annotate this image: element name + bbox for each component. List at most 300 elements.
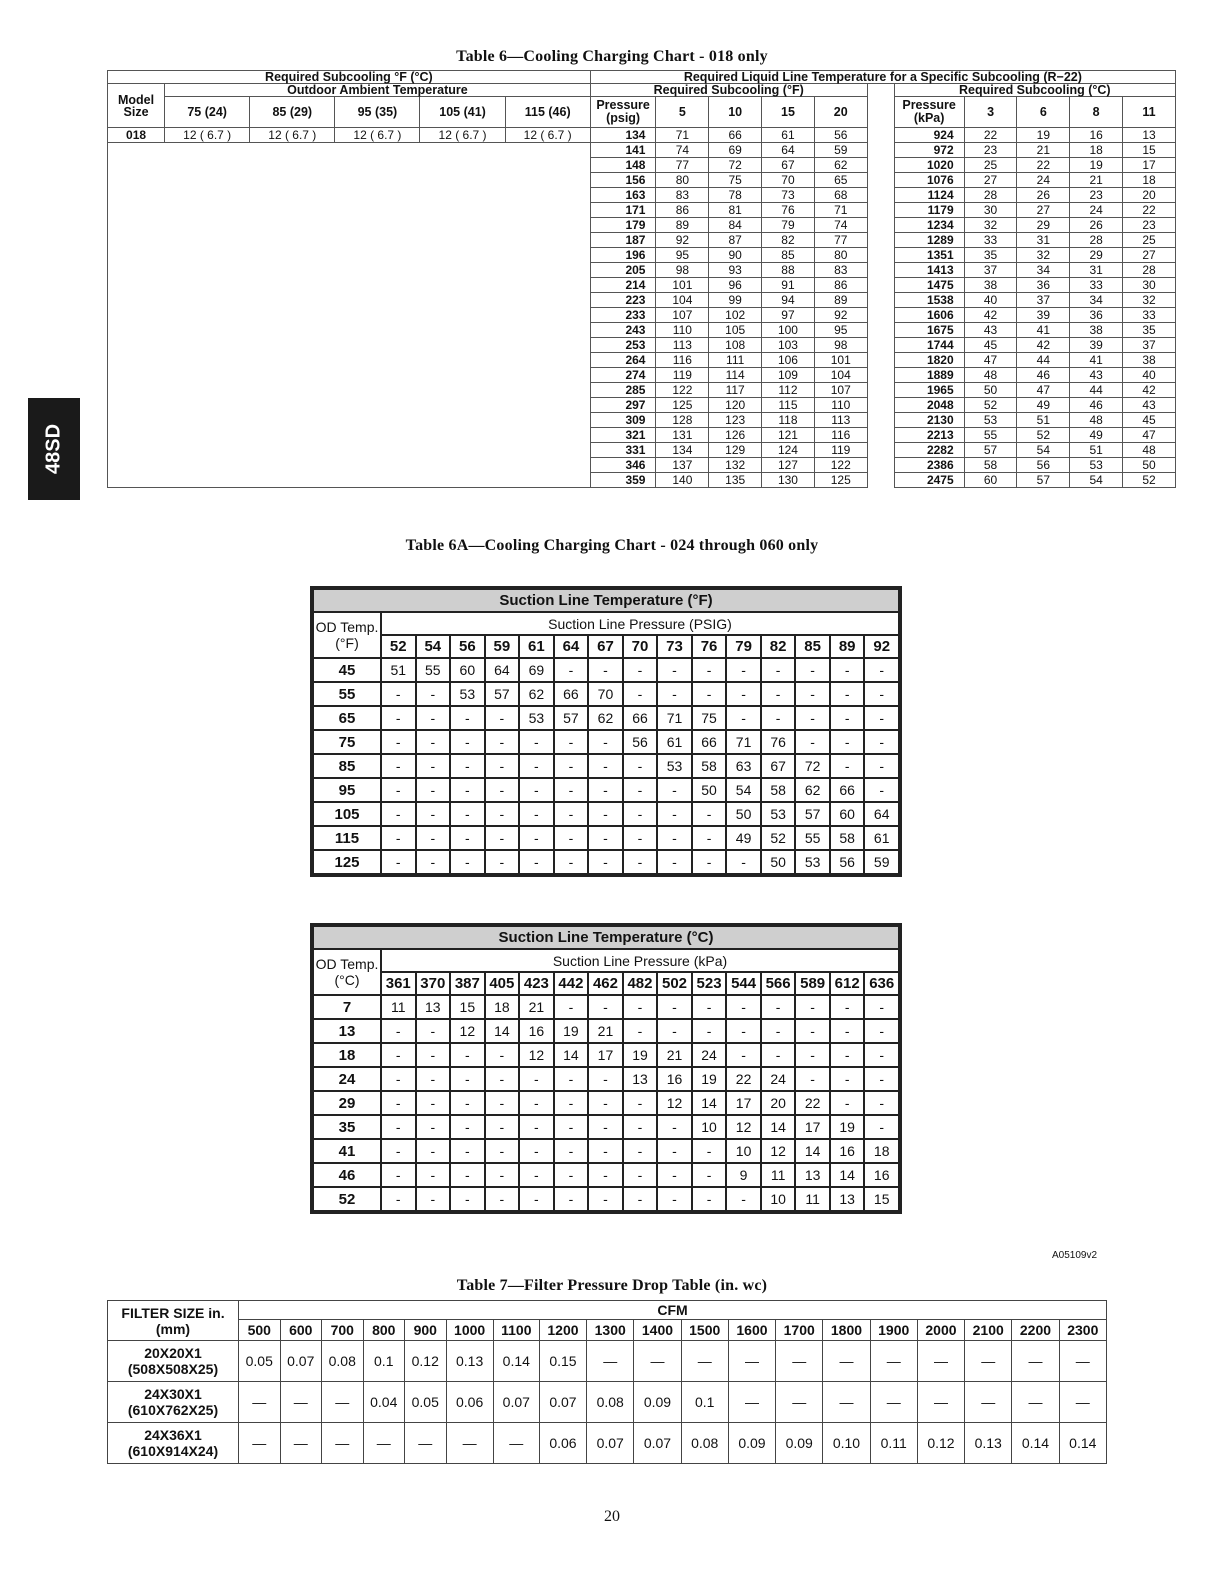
suction-f-temp-value: - [657, 802, 692, 826]
cfm-col: 500 [239, 1320, 281, 1341]
suction-f-temp-value: - [519, 730, 554, 754]
pressure-kpa: 1289 [894, 233, 964, 248]
pressure-drop-value: 0.09 [728, 1423, 775, 1464]
suction-c-temp-value: 13 [623, 1067, 658, 1091]
temp-value: 95 [814, 323, 867, 338]
temp-value: 26 [1070, 218, 1123, 233]
temp-value: 19 [1017, 128, 1070, 143]
suction-f-temp-value: - [416, 850, 451, 874]
f-col-2: 15 [762, 97, 815, 128]
suction-f-temp-value: - [381, 850, 416, 874]
suction-f-temp-value: 51 [381, 658, 416, 682]
filter-row [108, 1341, 1107, 1382]
suction-f-temp-value: - [588, 730, 623, 754]
suction-c-temp-value: - [450, 1115, 485, 1139]
suction-f-temp-value: - [864, 730, 899, 754]
gap-cell [867, 233, 894, 248]
temp-value: 37 [964, 263, 1017, 278]
suction-c-od-unit: (°C) [334, 972, 360, 988]
temp-value: 118 [762, 413, 815, 428]
temp-value: 98 [814, 338, 867, 353]
pressure-psig: 285 [590, 383, 656, 398]
suction-c-temp-value: - [381, 1019, 416, 1043]
suction-c-temp-value: 14 [692, 1091, 727, 1115]
filter-size-mm: (508X508X25) [127, 1361, 219, 1377]
suction-f-od-value: 115 [313, 826, 381, 850]
pressure-kpa: 1675 [894, 323, 964, 338]
suction-f-header: Suction Line Temperature (°F) [313, 589, 899, 612]
suction-f-temp-value: 61 [864, 826, 899, 850]
suction-c-pressure-col: 405 [485, 972, 520, 995]
suction-c-temp-value: - [692, 1139, 727, 1163]
suction-c-temp-value: 22 [795, 1091, 830, 1115]
suction-c-temp-value: 14 [761, 1115, 796, 1139]
suction-f-temp-value: - [416, 826, 451, 850]
pressure-kpa: 1234 [894, 218, 964, 233]
temp-value: 32 [964, 218, 1017, 233]
suction-f-temp-value: - [830, 730, 865, 754]
temp-value: 92 [656, 233, 709, 248]
temp-value: 22 [1123, 203, 1176, 218]
suction-f-temp-value: - [588, 754, 623, 778]
cfm-col: 2300 [1059, 1320, 1106, 1341]
pressure-drop-value: 0.07 [493, 1382, 539, 1423]
suction-c-temp-value: - [726, 1043, 761, 1067]
pressure-drop-value: 0.1 [681, 1382, 728, 1423]
temp-value: 35 [1123, 323, 1176, 338]
suction-f-temp-value: 50 [692, 778, 727, 802]
table6-title: Table 6—Cooling Charging Chart - 018 only [456, 48, 768, 65]
suction-f-temp-value: 76 [761, 730, 796, 754]
temp-value: 29 [1017, 218, 1070, 233]
pressure-drop-value: 0.07 [539, 1382, 586, 1423]
filter-size [108, 1382, 239, 1423]
pressure-drop-value: — [363, 1423, 405, 1464]
pressure-kpa: 1889 [894, 368, 964, 383]
pressure-drop-value: — [870, 1382, 917, 1423]
ambient-col-1: 85 (29) [250, 97, 335, 128]
suction-c-od-value: 13 [313, 1019, 381, 1043]
suction-f-temp-value: 53 [657, 754, 692, 778]
temp-value: 117 [709, 383, 762, 398]
temp-value: 22 [964, 128, 1017, 143]
suction-f-temp-value: - [657, 778, 692, 802]
cfm-col: 1500 [681, 1320, 728, 1341]
suction-c-temp-value: - [726, 1019, 761, 1043]
temp-value: 89 [656, 218, 709, 233]
pressure-drop-value: — [1012, 1382, 1059, 1423]
suction-f-pressure-col: 67 [588, 635, 623, 658]
suction-f-temp-value: 52 [761, 826, 796, 850]
suction-f-temp-value: 54 [726, 778, 761, 802]
suction-f-row [313, 802, 899, 826]
suction-f-temp-value: - [416, 682, 451, 706]
pressure-drop-value: — [446, 1423, 493, 1464]
suction-f-od-value: 75 [313, 730, 381, 754]
gap-cell [867, 353, 894, 368]
pressure-kpa-label: Pressure (kPa) [894, 97, 964, 128]
suction-c-temp-value: 17 [726, 1091, 761, 1115]
suction-f-od-value: 105 [313, 802, 381, 826]
suction-f-temp-value: - [450, 730, 485, 754]
pressure-psig: 214 [590, 278, 656, 293]
gap-cell [867, 338, 894, 353]
suction-f-temp-value: - [864, 682, 899, 706]
suction-f-od-unit: (°F) [335, 635, 359, 651]
suction-f-temp-value: - [588, 850, 623, 874]
suction-c-row [313, 1019, 899, 1043]
suction-c-temp-value: - [416, 1091, 451, 1115]
gap-cell [867, 128, 894, 143]
suction-f-temp-value: - [657, 850, 692, 874]
suction-c-temp-value: - [830, 1019, 865, 1043]
suction-f-temp-value: 63 [726, 754, 761, 778]
suction-c-temp-value: 16 [657, 1067, 692, 1091]
cfm-col: 1700 [776, 1320, 823, 1341]
temp-value: 116 [814, 428, 867, 443]
suction-f-temp-value: - [554, 730, 589, 754]
suction-f-pressure-col: 52 [381, 635, 416, 658]
temp-value: 62 [814, 158, 867, 173]
suction-f-temp-value: 60 [450, 658, 485, 682]
temp-value: 126 [709, 428, 762, 443]
temp-value: 44 [1070, 383, 1123, 398]
suction-f-temp-value: - [726, 682, 761, 706]
temp-value: 19 [1070, 158, 1123, 173]
pressure-drop-value: 0.09 [634, 1382, 681, 1423]
suction-c-temp-value: 10 [692, 1115, 727, 1139]
suction-c-temp-value: 13 [830, 1187, 865, 1211]
temp-value: 40 [1123, 368, 1176, 383]
suction-f-row [313, 706, 899, 730]
gap-cell [867, 413, 894, 428]
pressure-psig: 223 [590, 293, 656, 308]
temp-value: 27 [1123, 248, 1176, 263]
temp-value: 98 [656, 263, 709, 278]
suction-c-od-value: 29 [313, 1091, 381, 1115]
suction-c-temp-value: - [519, 1091, 554, 1115]
suction-c-pressure-col: 502 [657, 972, 692, 995]
temp-value: 74 [814, 218, 867, 233]
pressure-drop-value: 0.15 [539, 1341, 586, 1382]
gap-cell [867, 263, 894, 278]
suction-f-temp-value: - [554, 658, 589, 682]
pressure-psig: 346 [590, 458, 656, 473]
pressure-drop-value: 0.04 [363, 1382, 405, 1423]
temp-value: 125 [656, 398, 709, 413]
suction-c-pressure-col: 523 [692, 972, 727, 995]
suction-c-temp-value: 12 [726, 1115, 761, 1139]
suction-f-temp-value: - [623, 658, 658, 682]
suction-f-temp-value: 66 [623, 706, 658, 730]
suction-f-pressure-col: 82 [761, 635, 796, 658]
temp-value: 28 [964, 188, 1017, 203]
pressure-kpa: 1124 [894, 188, 964, 203]
page-number: 20 [604, 1508, 620, 1525]
suction-c-temp-value: - [416, 1067, 451, 1091]
pressure-drop-value: — [280, 1382, 322, 1423]
suction-c-temp-value: 11 [795, 1187, 830, 1211]
suction-temp-f-grid [310, 586, 902, 877]
temp-value: 13 [1123, 128, 1176, 143]
temp-value: 86 [656, 203, 709, 218]
suction-f-temp-value: 64 [485, 658, 520, 682]
suction-f-temp-value: - [795, 706, 830, 730]
temp-value: 83 [814, 263, 867, 278]
suction-f-temp-value: - [381, 754, 416, 778]
cfm-col: 2100 [965, 1320, 1012, 1341]
temp-value: 31 [1070, 263, 1123, 278]
suction-c-temp-value: 16 [830, 1139, 865, 1163]
cfm-col: 1400 [634, 1320, 681, 1341]
temp-value: 113 [656, 338, 709, 353]
temp-value: 101 [656, 278, 709, 293]
pressure-drop-value: — [823, 1341, 870, 1382]
filter-size-mm: (610X914X24) [127, 1443, 219, 1459]
suction-f-temp-value: 66 [554, 682, 589, 706]
suction-f-pressure-label: Suction Line Pressure (PSIG) [381, 612, 899, 635]
temp-value: 66 [709, 128, 762, 143]
suction-f-temp-value: - [381, 706, 416, 730]
suction-f-pressure-col: 64 [554, 635, 589, 658]
suction-c-temp-value: - [864, 1067, 899, 1091]
c-col-2: 8 [1070, 97, 1123, 128]
pressure-drop-value: 0.14 [1059, 1423, 1106, 1464]
temp-value: 91 [762, 278, 815, 293]
c-col-1: 6 [1017, 97, 1070, 128]
suction-c-od-value: 18 [313, 1043, 381, 1067]
temp-value: 39 [1070, 338, 1123, 353]
pressure-kpa: 2475 [894, 473, 964, 488]
pressure-drop-value: 0.06 [539, 1423, 586, 1464]
temp-value: 24 [1017, 173, 1070, 188]
gap-cell [867, 368, 894, 383]
suction-c-temp-value: 13 [795, 1163, 830, 1187]
suction-f-temp-value: - [761, 658, 796, 682]
suction-c-temp-value: 14 [795, 1139, 830, 1163]
temp-value: 45 [1123, 413, 1176, 428]
suction-f-temp-value: - [450, 850, 485, 874]
ambient-col-2: 95 (35) [335, 97, 420, 128]
suction-f-temp-value: - [864, 754, 899, 778]
temp-value: 30 [964, 203, 1017, 218]
table6a-title: Table 6A—Cooling Charging Chart - 024 through 060 only [405, 537, 819, 554]
temp-value: 38 [1070, 323, 1123, 338]
suction-c-temp-value: 22 [726, 1067, 761, 1091]
suction-c-temp-value: - [450, 1091, 485, 1115]
temp-value: 88 [762, 263, 815, 278]
temp-value: 92 [814, 308, 867, 323]
temp-value: 42 [964, 308, 1017, 323]
suction-c-temp-value: - [623, 1187, 658, 1211]
table7-title: Table 7—Filter Pressure Drop Table (in. wc) [456, 1277, 768, 1294]
suction-f-temp-value: - [864, 706, 899, 730]
pressure-drop-value: — [239, 1382, 281, 1423]
pressure-drop-value: — [917, 1341, 964, 1382]
temp-value: 45 [964, 338, 1017, 353]
temp-value: 99 [709, 293, 762, 308]
pressure-kpa: 2282 [894, 443, 964, 458]
suction-c-pressure-col: 423 [519, 972, 554, 995]
temp-value: 23 [964, 143, 1017, 158]
suction-f-temp-value: 69 [519, 658, 554, 682]
suction-f-temp-value: - [657, 658, 692, 682]
temp-value: 26 [1017, 188, 1070, 203]
gap-cell [867, 97, 894, 128]
temp-value: 67 [762, 158, 815, 173]
suction-c-temp-value: - [726, 995, 761, 1019]
suction-c-temp-value: - [381, 1091, 416, 1115]
outdoor-ambient-label: Outdoor Ambient Temperature [165, 84, 591, 97]
suction-f-temp-value: 58 [830, 826, 865, 850]
suction-f-temp-value: - [450, 706, 485, 730]
temp-value: 122 [814, 458, 867, 473]
suction-f-temp-value: 57 [554, 706, 589, 730]
suction-f-temp-value: - [761, 706, 796, 730]
suction-c-temp-value: - [588, 1115, 623, 1139]
temp-value: 48 [1123, 443, 1176, 458]
temp-value: 54 [1017, 443, 1070, 458]
gap-cell [867, 188, 894, 203]
suction-c-temp-value: - [450, 1187, 485, 1211]
temp-value: 130 [762, 473, 815, 488]
suction-c-temp-value: - [657, 995, 692, 1019]
gap-cell [867, 308, 894, 323]
temp-value: 51 [1070, 443, 1123, 458]
suction-f-od-value: 85 [313, 754, 381, 778]
temp-value: 18 [1123, 173, 1176, 188]
gap-cell [867, 323, 894, 338]
temp-value: 119 [656, 368, 709, 383]
filter-size-in: 24X36X1 [144, 1427, 202, 1443]
temp-value: 34 [1070, 293, 1123, 308]
temp-value: 74 [656, 143, 709, 158]
c-col-3: 11 [1123, 97, 1176, 128]
suction-c-temp-value: - [623, 995, 658, 1019]
suction-f-table [312, 588, 900, 875]
suction-c-temp-value: 21 [588, 1019, 623, 1043]
pressure-kpa: 2130 [894, 413, 964, 428]
suction-c-temp-value: 17 [588, 1043, 623, 1067]
suction-c-temp-value: - [623, 1115, 658, 1139]
pressure-drop-value: 0.07 [587, 1423, 634, 1464]
suction-c-temp-value: 16 [864, 1163, 899, 1187]
pressure-psig: 331 [590, 443, 656, 458]
suction-c-row [313, 1115, 899, 1139]
pressure-psig-label: Pressure (psig) [590, 97, 656, 128]
temp-value: 36 [1070, 308, 1123, 323]
model-subcooling-value: 12 ( 6.7 ) [165, 128, 250, 143]
suction-f-temp-value: - [830, 658, 865, 682]
filter-row [108, 1423, 1107, 1464]
temp-value: 38 [1123, 353, 1176, 368]
temp-value: 16 [1070, 128, 1123, 143]
req-liquid-header: Required Liquid Line Temperature for a Specific Subcooling (R−22) [590, 71, 1175, 84]
suction-c-od-value: 35 [313, 1115, 381, 1139]
temp-value: 90 [709, 248, 762, 263]
suction-c-temp-value: - [830, 995, 865, 1019]
pressure-psig: 233 [590, 308, 656, 323]
pressure-kpa: 1538 [894, 293, 964, 308]
temp-value: 107 [656, 308, 709, 323]
temp-value: 70 [762, 173, 815, 188]
suction-f-od-value: 125 [313, 850, 381, 874]
temp-value: 65 [814, 173, 867, 188]
temp-value: 42 [1017, 338, 1070, 353]
suction-c-temp-value: - [416, 1163, 451, 1187]
pressure-kpa: 1965 [894, 383, 964, 398]
suction-c-od-value: 41 [313, 1139, 381, 1163]
temp-value: 30 [1123, 278, 1176, 293]
pressure-psig: 297 [590, 398, 656, 413]
pressure-kpa: 1606 [894, 308, 964, 323]
temp-value: 103 [762, 338, 815, 353]
temp-value: 37 [1017, 293, 1070, 308]
suction-c-temp-value: - [657, 1163, 692, 1187]
temp-value: 109 [762, 368, 815, 383]
req-subcooling-f-label: Required Subcooling (°F) [590, 84, 867, 97]
pressure-psig: 179 [590, 218, 656, 233]
temp-value: 79 [762, 218, 815, 233]
cfm-col: 1000 [446, 1320, 493, 1341]
suction-c-temp-value: - [416, 1139, 451, 1163]
suction-f-temp-value: - [692, 850, 727, 874]
suction-c-pressure-col: 387 [450, 972, 485, 995]
suction-c-temp-value: - [864, 995, 899, 1019]
gap-cell [867, 398, 894, 413]
suction-f-temp-value: - [416, 778, 451, 802]
suction-c-pressure-label: Suction Line Pressure (kPa) [381, 949, 899, 972]
temp-value: 38 [964, 278, 1017, 293]
c-col-0: 3 [964, 97, 1017, 128]
temp-value: 51 [1017, 413, 1070, 428]
pressure-drop-value: 0.06 [446, 1382, 493, 1423]
temp-value: 47 [1017, 383, 1070, 398]
gap-cell [867, 173, 894, 188]
temp-value: 56 [1017, 458, 1070, 473]
cfm-col: 1600 [728, 1320, 775, 1341]
temp-value: 82 [762, 233, 815, 248]
suction-c-temp-value: - [450, 1067, 485, 1091]
suction-f-pressure-col: 59 [485, 635, 520, 658]
pressure-psig: 134 [590, 128, 656, 143]
suction-c-temp-value: 21 [657, 1043, 692, 1067]
suction-c-temp-value: - [623, 1163, 658, 1187]
suction-c-temp-value: - [519, 1187, 554, 1211]
temp-value: 128 [656, 413, 709, 428]
suction-f-temp-value: - [623, 826, 658, 850]
suction-c-temp-value: - [830, 1043, 865, 1067]
pressure-psig: 309 [590, 413, 656, 428]
temp-value: 21 [1070, 173, 1123, 188]
suction-f-od-value: 55 [313, 682, 381, 706]
suction-f-temp-value: - [726, 850, 761, 874]
suction-c-temp-value: - [864, 1091, 899, 1115]
temp-value: 77 [656, 158, 709, 173]
temp-value: 73 [762, 188, 815, 203]
suction-c-temp-value: - [381, 1067, 416, 1091]
suction-c-pressure-col: 442 [554, 972, 589, 995]
suction-f-pressure-col: 89 [830, 635, 865, 658]
pressure-kpa: 1179 [894, 203, 964, 218]
suction-f-temp-value: 49 [726, 826, 761, 850]
pressure-kpa: 1744 [894, 338, 964, 353]
suction-c-temp-value: - [450, 1139, 485, 1163]
suction-f-od-value: 45 [313, 658, 381, 682]
figure-code: A05109v2 [1052, 1250, 1098, 1261]
suction-f-temp-value: - [726, 706, 761, 730]
suction-f-row [313, 826, 899, 850]
